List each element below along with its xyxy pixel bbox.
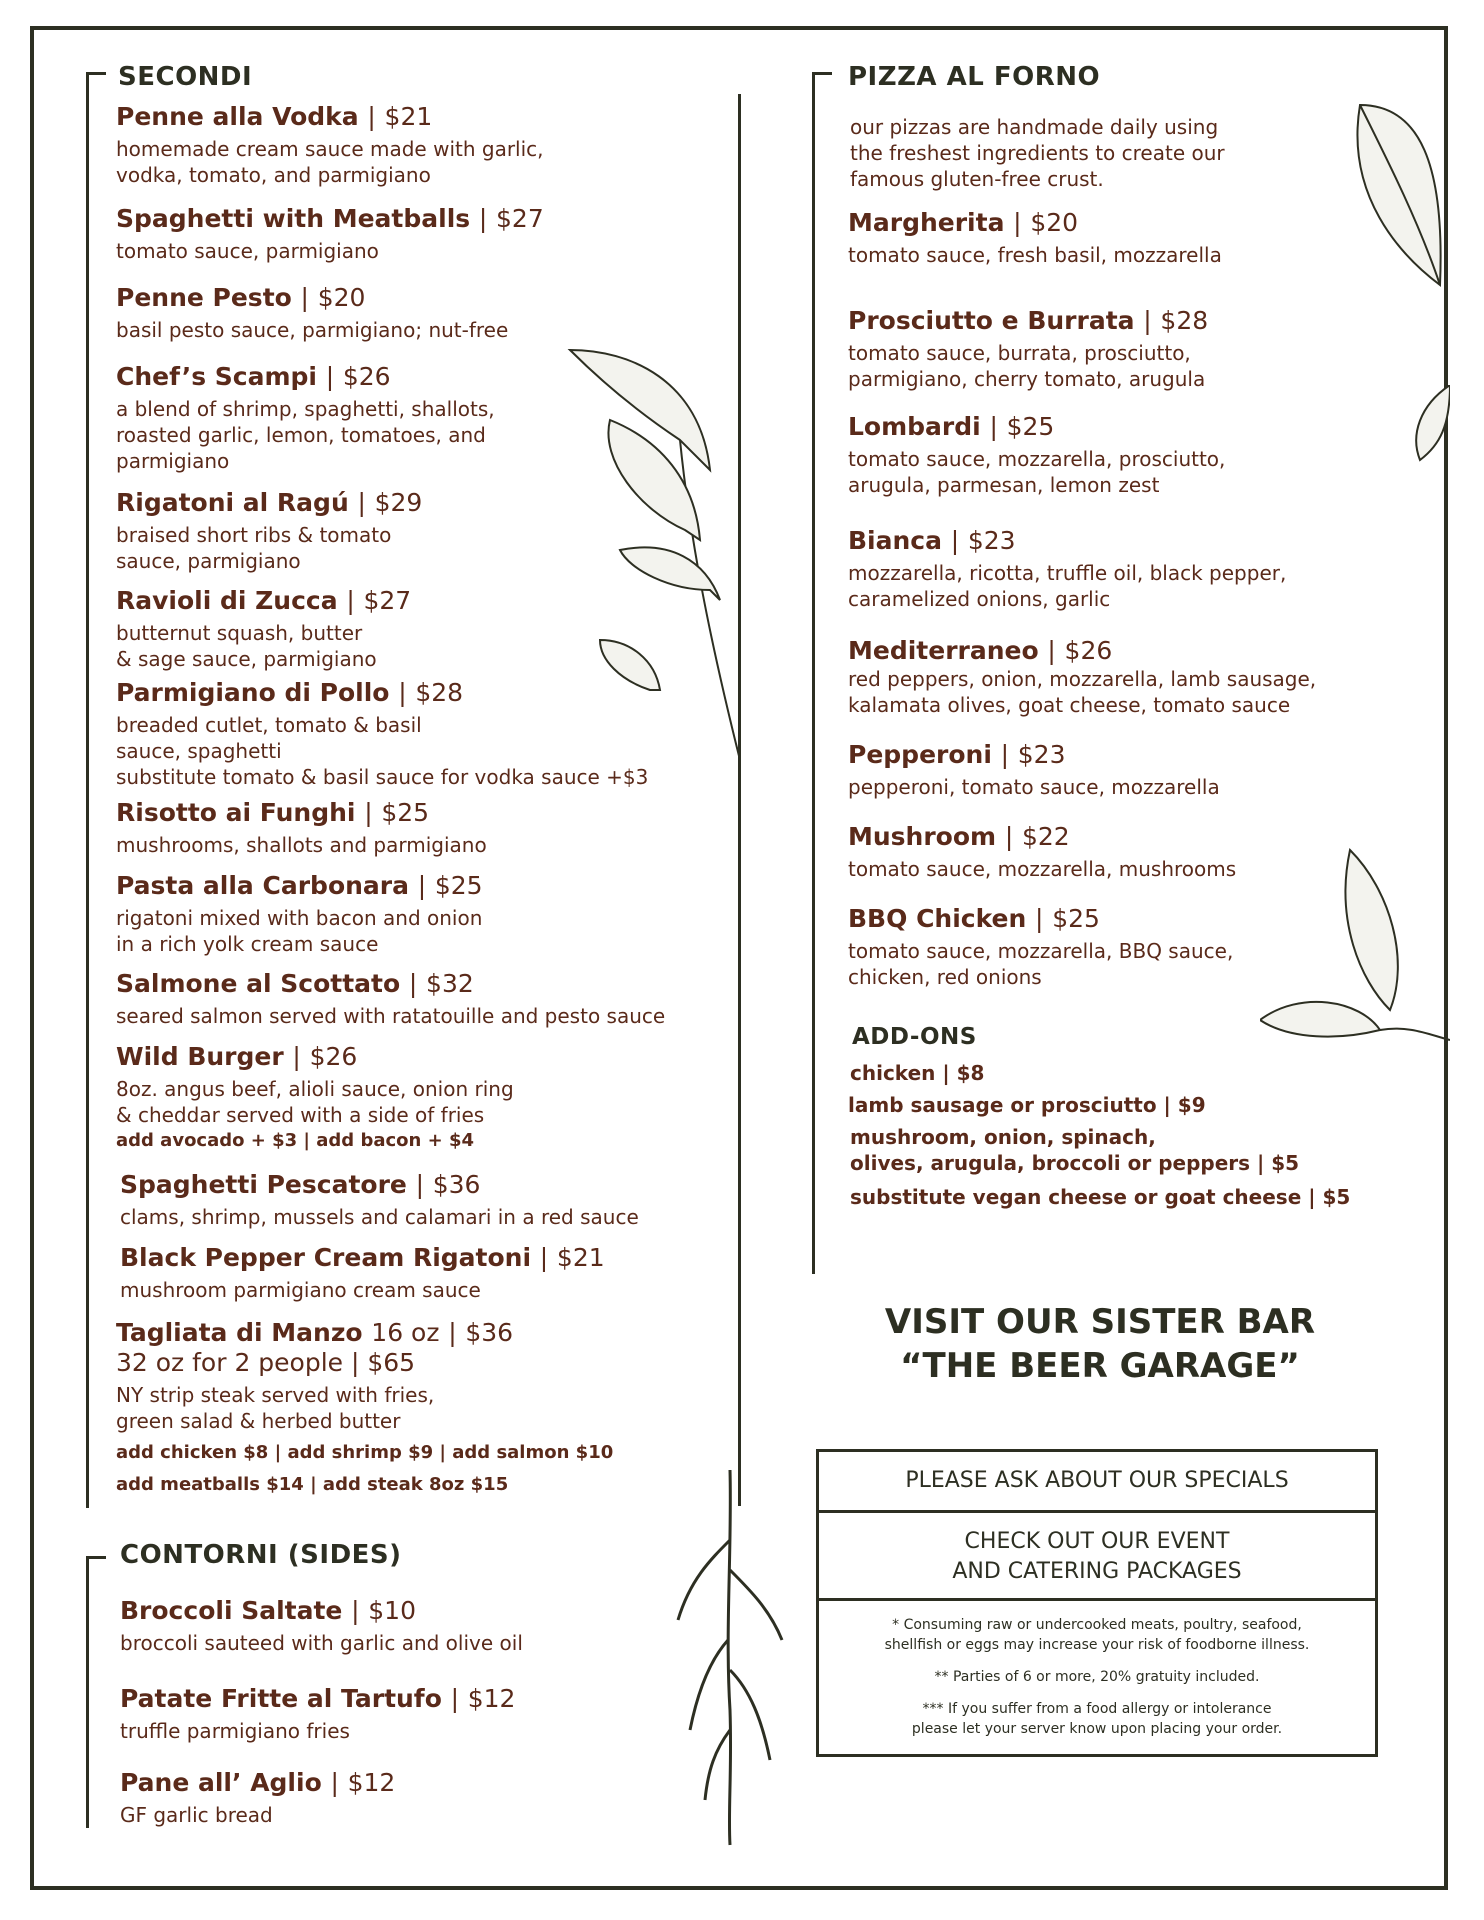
item-name: Lombardi | $25 bbox=[848, 412, 1055, 441]
contorni-title: CONTORNI (SIDES) bbox=[120, 1540, 402, 1570]
menu-item-tagliata bbox=[116, 1318, 613, 1498]
item-desc: butternut squash, butter & sage sauce, parmigiano bbox=[116, 621, 377, 671]
item-price: $28 bbox=[415, 678, 464, 707]
item-desc: red peppers, onion, mozzarella, lamb sausage, kalamata olives, goat cheese, tomato sauce bbox=[848, 667, 1317, 717]
events-line-2: AND CATERING PACKAGES bbox=[952, 1559, 1242, 1584]
item-name: Parmigiano di Pollo | $28 bbox=[116, 678, 464, 707]
menu-item-rigatoni-ragu bbox=[116, 488, 422, 574]
item-desc: breaded cutlet, tomato & basil sauce, spaghetti substitute tomato & basil sauce for vodka sauce +$3 bbox=[116, 713, 649, 789]
pizza-item-mushroom bbox=[848, 822, 1236, 882]
item-desc: pepperoni, tomato sauce, mozzarella bbox=[848, 775, 1220, 799]
pizza-item-pepperoni bbox=[848, 740, 1220, 800]
item-note: add avocado + $3 | add bacon + $4 bbox=[116, 1130, 474, 1151]
pizza-item-margherita bbox=[848, 208, 1222, 268]
menu-item-salmone bbox=[116, 969, 665, 1029]
item-note-2: add meatballs $14 | add steak 8oz $15 bbox=[116, 1474, 509, 1495]
item-name: Penne Pesto | $20 bbox=[116, 283, 366, 312]
item-name: Bianca | $23 bbox=[848, 526, 1016, 555]
item-price: $26 bbox=[342, 362, 391, 391]
item-price: $22 bbox=[1021, 822, 1070, 851]
item-price: $25 bbox=[434, 871, 483, 900]
foodborne-disclaimer: * Consuming raw or undercooked meats, poultry, seafood, shellfish or eggs may increase your risk of foodborne illness. bbox=[884, 1617, 1310, 1653]
item-price: $12 bbox=[467, 1684, 516, 1713]
item-desc: mushrooms, shallots and parmigiano bbox=[116, 833, 487, 857]
pizza-left-rule bbox=[812, 72, 815, 1274]
item-desc: broccoli sauteed with garlic and olive oil bbox=[120, 1631, 523, 1655]
item-name: Pasta alla Carbonara | $25 bbox=[116, 871, 483, 900]
menu-item-penne-pesto bbox=[116, 283, 508, 343]
item-price: $26 bbox=[309, 1042, 358, 1071]
item-price: $25 bbox=[1006, 412, 1055, 441]
item-desc: clams, shrimp, mussels and calamari in a red sauce bbox=[120, 1205, 639, 1229]
item-price: $21 bbox=[556, 1243, 605, 1272]
item-name: Mediterraneo | $26 bbox=[848, 636, 1113, 665]
menu-item-penne-vodka bbox=[116, 102, 544, 188]
side-item-patate bbox=[120, 1684, 515, 1744]
item-name: Penne alla Vodka | $21 bbox=[116, 102, 433, 131]
item-price: $29 bbox=[374, 488, 423, 517]
side-item-broccoli bbox=[120, 1596, 523, 1656]
item-name: Tagliata di Manzo 16 oz | $36 bbox=[116, 1318, 514, 1347]
addon-substitute-cheese: substitute vegan cheese or goat cheese | $5 bbox=[850, 1185, 1351, 1209]
item-name: Pane all’ Aglio | $12 bbox=[120, 1768, 396, 1797]
item-desc: tomato sauce, burrata, prosciutto, parmigiano, cherry tomato, arugula bbox=[848, 341, 1206, 391]
item-desc: tomato sauce, mozzarella, BBQ sauce, chicken, red onions bbox=[848, 939, 1234, 989]
item-price: $26 bbox=[1064, 636, 1113, 665]
menu-item-parmigiano-pollo bbox=[116, 678, 648, 790]
item-desc: a blend of shrimp, spaghetti, shallots, roasted garlic, lemon, tomatoes, and parmigiano bbox=[116, 397, 495, 473]
secondi-top-tick bbox=[86, 72, 106, 75]
item-price: $23 bbox=[967, 526, 1016, 555]
item-subline: 32 oz for 2 people | $65 bbox=[116, 1348, 416, 1377]
item-desc: braised short ribs & tomato sauce, parmigiano bbox=[116, 523, 392, 573]
pizza-item-bbq-chicken bbox=[848, 904, 1233, 990]
item-name: Spaghetti with Meatballs | $27 bbox=[116, 204, 544, 233]
menu-item-wild-burger bbox=[116, 1042, 514, 1154]
item-price: $12 bbox=[347, 1768, 396, 1797]
addon-chicken: chicken | $8 bbox=[850, 1061, 985, 1085]
menu-item-chefs-scampi bbox=[116, 362, 495, 474]
allergy-note: *** If you suffer from a food allergy or intolerance please let your server know upon placing your order. bbox=[911, 1701, 1283, 1737]
item-price: $28 bbox=[1160, 306, 1209, 335]
promo-line-2: “THE BEER GARAGE” bbox=[900, 1346, 1300, 1386]
promo-line-1: VISIT OUR SISTER BAR bbox=[884, 1302, 1316, 1342]
item-price: $20 bbox=[1030, 208, 1079, 237]
item-price: $36 bbox=[432, 1170, 481, 1199]
addons-title: ADD-ONS bbox=[852, 1024, 977, 1050]
basil-sprig-right-icon bbox=[1260, 840, 1450, 1070]
menu-item-spaghetti-meatballs bbox=[116, 204, 544, 264]
sister-bar-promo bbox=[820, 1300, 1380, 1388]
item-price: $25 bbox=[1052, 904, 1100, 933]
pizza-intro: our pizzas are handmade daily using the freshest ingredients to create our famous gluten-free crust. bbox=[850, 115, 1225, 191]
item-desc: seared salmon served with ratatouille and pesto sauce bbox=[116, 1004, 666, 1028]
addon-lamb-prosciutto: lamb sausage or prosciutto | $9 bbox=[848, 1093, 1206, 1117]
item-desc: 8oz. angus beef, alioli sauce, onion ring & cheddar served with a side of fries bbox=[116, 1077, 514, 1127]
item-desc: tomato sauce, mozzarella, mushrooms bbox=[848, 857, 1237, 881]
pizza-item-lombardi bbox=[848, 412, 1225, 498]
item-name: Prosciutto e Burrata | $28 bbox=[848, 306, 1209, 335]
specials-notice: PLEASE ASK ABOUT OUR SPECIALS bbox=[819, 1452, 1375, 1513]
gratuity-note: ** Parties of 6 or more, 20% gratuity included. bbox=[934, 1669, 1260, 1685]
item-desc: tomato sauce, mozzarella, prosciutto, arugula, parmesan, lemon zest bbox=[848, 447, 1226, 497]
item-desc: GF garlic bread bbox=[120, 1803, 273, 1827]
secondi-title: SECONDI bbox=[118, 62, 253, 92]
item-desc: tomato sauce, fresh basil, mozzarella bbox=[848, 243, 1222, 267]
item-name: Pepperoni | $23 bbox=[848, 740, 1066, 769]
item-name: BBQ Chicken | $25 bbox=[848, 904, 1100, 933]
contorni-left-rule bbox=[86, 1556, 89, 1828]
item-name: Risotto ai Funghi | $25 bbox=[116, 798, 430, 827]
item-desc: rigatoni mixed with bacon and onion in a rich yolk cream sauce bbox=[116, 906, 483, 956]
item-desc: homemade cream sauce made with garlic, vodka, tomato, and parmigiano bbox=[116, 137, 544, 187]
disclaimer-notes bbox=[819, 1601, 1375, 1739]
item-price: $23 bbox=[1017, 740, 1066, 769]
item-desc: truffle parmigiano fries bbox=[120, 1719, 350, 1743]
item-price: $27 bbox=[363, 586, 412, 615]
basil-leaf-mid-right-icon bbox=[1410, 385, 1450, 465]
item-price: $32 bbox=[426, 969, 474, 998]
item-name: Broccoli Saltate | $10 bbox=[120, 1596, 416, 1625]
item-desc: tomato sauce, parmigiano bbox=[116, 239, 379, 263]
item-price: $21 bbox=[384, 102, 433, 131]
pizza-title: PIZZA AL FORNO bbox=[848, 62, 1101, 92]
pizza-item-bianca bbox=[848, 526, 1286, 612]
item-desc: mushroom parmigiano cream sauce bbox=[120, 1278, 481, 1302]
item-desc: basil pesto sauce, parmigiano; nut-free bbox=[116, 318, 509, 342]
item-price: $36 bbox=[465, 1318, 514, 1347]
item-name: Salmone al Scottato | $32 bbox=[116, 969, 474, 998]
column-divider bbox=[738, 94, 741, 1506]
addon-veggies: mushroom, onion, spinach, olives, arugula, broccoli or peppers | $5 bbox=[850, 1125, 1300, 1175]
events-notice bbox=[819, 1513, 1375, 1601]
item-name: Chef’s Scampi | $26 bbox=[116, 362, 391, 391]
menu-item-spaghetti-pescatore bbox=[120, 1170, 639, 1230]
secondi-left-rule bbox=[86, 72, 89, 1508]
pizza-item-mediterraneo bbox=[848, 636, 1316, 718]
item-note: add chicken $8 | add shrimp $9 | add salmon $10 bbox=[116, 1442, 614, 1463]
item-name: Ravioli di Zucca | $27 bbox=[116, 586, 412, 615]
side-item-pane bbox=[120, 1768, 395, 1828]
contorni-top-tick bbox=[86, 1556, 106, 1559]
item-desc: mozzarella, ricotta, truffle oil, black pepper, caramelized onions, garlic bbox=[848, 561, 1287, 611]
pizza-item-prosciutto-burrata bbox=[848, 306, 1208, 392]
basil-leaf-top-right-icon bbox=[1340, 95, 1450, 295]
item-price: $27 bbox=[496, 204, 544, 233]
item-desc: NY strip steak served with fries, green salad & herbed butter bbox=[116, 1383, 435, 1433]
item-price: $20 bbox=[317, 283, 366, 312]
item-name: Margherita | $20 bbox=[848, 208, 1079, 237]
menu-item-ravioli-zucca bbox=[116, 586, 411, 672]
root-illustration-icon bbox=[670, 1470, 790, 1850]
item-name: Patate Fritte al Tartufo | $12 bbox=[120, 1684, 516, 1713]
item-name: Black Pepper Cream Rigatoni | $21 bbox=[120, 1243, 605, 1272]
menu-item-risotto-funghi bbox=[116, 798, 487, 858]
item-name: Mushroom | $22 bbox=[848, 822, 1070, 851]
item-name: Rigatoni al Ragú | $29 bbox=[116, 488, 423, 517]
pizza-top-tick bbox=[812, 72, 832, 75]
item-price: $25 bbox=[381, 798, 430, 827]
item-price: $10 bbox=[368, 1596, 416, 1625]
item-name: Spaghetti Pescatore | $36 bbox=[120, 1170, 481, 1199]
events-line-1: CHECK OUT OUR EVENT bbox=[964, 1529, 1230, 1554]
info-box bbox=[816, 1449, 1378, 1757]
menu-item-black-pepper-rigatoni bbox=[120, 1243, 605, 1303]
item-name: Wild Burger | $26 bbox=[116, 1042, 358, 1071]
item-size: 16 oz bbox=[371, 1318, 440, 1347]
menu-item-carbonara bbox=[116, 871, 483, 957]
